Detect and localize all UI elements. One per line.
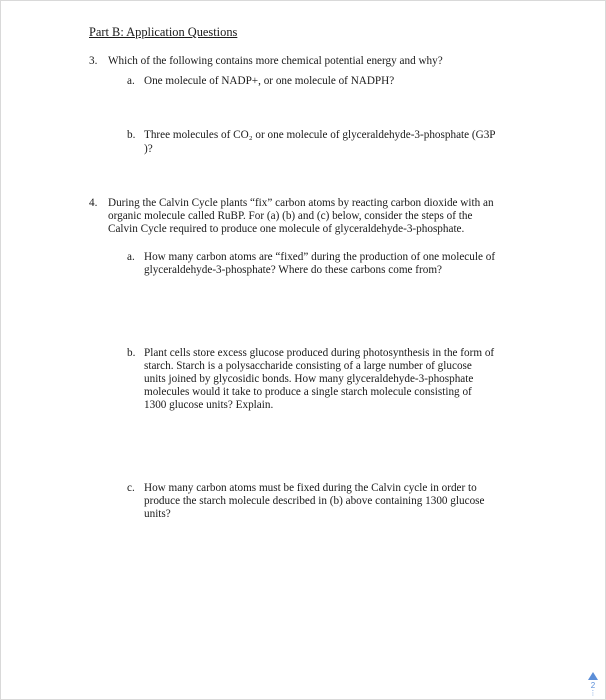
question-4b-line: Plant cells store excess glucose produced during photosynthesis in the form of	[144, 347, 495, 359]
question-4a-line: glyceraldehyde-3-phosphate? Where do these carbons come from?	[144, 264, 442, 276]
question-4b-line: units joined by glycosidic bonds. How many glyceraldehyde-3-phosphate	[144, 373, 474, 385]
question-4c-label: c.	[127, 482, 135, 494]
more-dots-icon: ⋮	[589, 690, 597, 697]
question-3b-line: )?	[144, 143, 153, 155]
question-4-line: organic molecule called RuBP. For (a) (b) and (c) below, consider the steps of the	[108, 210, 473, 222]
question-4b-line: molecules would it take to produce a single starch molecule consisting of	[144, 386, 472, 398]
section-heading: Part B: Application Questions	[89, 25, 238, 39]
question-3-number: 3.	[89, 55, 98, 67]
question-3-text: Which of the following contains more chemical potential energy and why?	[108, 55, 443, 67]
question-3a-label: a.	[127, 75, 135, 87]
question-4a-line: How many carbon atoms are “fixed” during the production of one molecule of	[144, 251, 496, 263]
page-nav[interactable]	[587, 672, 599, 697]
question-4b-line: starch. Starch is a polysaccharide consisting of a large number of glucose	[144, 360, 472, 372]
question-4-line: Calvin Cycle required to produce one molecule of glyceraldehyde-3-phosphate.	[108, 223, 465, 235]
triangle-up-icon[interactable]	[588, 672, 598, 680]
question-4b-line: 1300 glucose units? Explain.	[144, 399, 274, 411]
question-4-number: 4.	[89, 197, 98, 209]
question-3a-text: One molecule of NADP+, or one molecule of NADPH?	[144, 75, 395, 87]
question-4b-label: b.	[127, 347, 136, 359]
question-3b-label: b.	[127, 129, 136, 141]
page-number: 2	[590, 681, 596, 690]
question-3b-line: Three molecules of CO₂ or one molecule of glyceraldehyde-3-phosphate (G3P	[144, 129, 496, 141]
question-4c-line: units?	[144, 508, 171, 520]
question-4c-line: produce the starch molecule described in (b) above containing 1300 glucose	[144, 495, 485, 507]
question-4a-label: a.	[127, 251, 135, 263]
question-4-line: During the Calvin Cycle plants “fix” carbon atoms by reacting carbon dioxide with an	[108, 197, 494, 209]
question-4c-line: How many carbon atoms must be fixed during the Calvin cycle in order to	[144, 482, 477, 494]
